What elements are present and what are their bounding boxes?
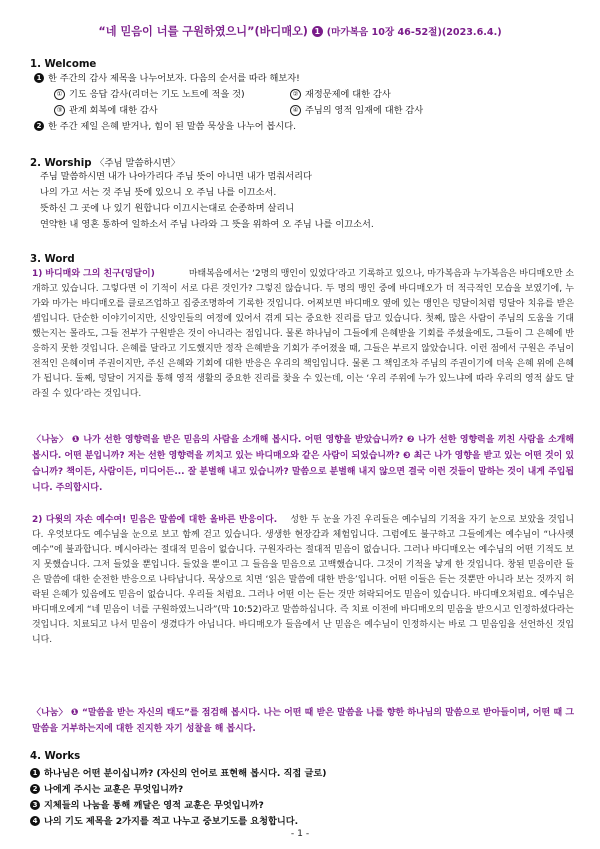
works-item: 4 나의 기도 제목을 2가지를 적고 나누고 중보기도를 요청합니다.	[30, 813, 298, 827]
welcome-intro-marker: 1	[34, 73, 44, 83]
sharing-note-1: 〈나눔〉 ❶ 나가 선한 영향력을 받은 믿음의 사람을 소개해 봅시다. 어떤 영향을 받았습니까? ❷ 나가 선한 영향력을 끼친 사람을 소개해 봅시다. 어떤 분입니까? 저는 선한 영향력을 끼치고 있는 바디매오와 같은 사람이 되었습니까? ❸ 최근 나가 영향을 받고 있는 어떤 것이 있습니까? 책이든, 사람이든, 미디어든... 잘 분별해 내고 있습니까? 말씀으로 분별해 내지 않으면 결국 이런 것들이 말하는 것이 내게 주입됩니다. 주의합시다.	[32, 435, 574, 493]
point1-title: 1) 바디매와 그의 친구(덩달이)	[32, 269, 155, 279]
lyric-line: 주님 말씀하시면 내가 나아가리다 주님 뜻이 아니면 내가 멈춰서리다	[40, 171, 312, 182]
lyric-line: 연약한 내 영혼 통하여 일하소서 주님 나라와 그 뜻을 위하여 오 주님 나를 이끄소서.	[40, 219, 374, 230]
point1-body: 마태복음에서는 ‘2명의 맹인이 있었다’라고 기록하고 있으나, 마가복음과 누가복음은 바디매오만 소개하고 있습니다. 그렇다면 이 기적이 서로 다른 것인가? 그렇진 않습니다. 두 명의 맹인 중에 바디매오가 더 적극적인 모습을 보였기에, 누가와 마가는 바디매오를 클로즈업하고 집중조명하여 기록한 것입니다. 어찌보면 바디매오 옆에 있는 맹인은 덩달이처럼 덩달아 치유를 받은 셈입니다. 단순한 이야기이지만, 신앙인들의 여정에 있어서 겪게 되는 중요한 진리를 담고 있습니다. 첫째, 많은 사람이 주님의 도움을 기대했는지는 몰라도, 그들 전부가 구원받은 것이 아니라는 점입니다. 물론 하나님이 그들에게 은혜받을 기회를 주셨을에도, 그들이 그 은혜에 반응하지 못한 것입니다. 은혜를 달라고 기도했지만 정작 은혜받을 기회가 주어졌을 때, 그들은 부르지 않았습니다. 이런 점에서 구원은 주님이 전적인 은혜이며 주권이지만, 주신 은혜와 기회에 대한 반응은 우리의 책임입니다. 물론 그 책임조차 주님의 주권이기에 더욱 은혜 위에 은혜가 됩니다. 둘째, 덩달이 거지를 통해 영적 생활의 중요한 진리를 찾을 수 있는데, 이는 ‘우리 주위에 누가 있느냐에 따라 우리의 영적 삶도 달라질 수 있다’라는 것입니다.	[32, 269, 575, 399]
title-number-badge: 1	[312, 26, 323, 37]
works-heading: 4. Works	[30, 751, 81, 762]
word-point1	[32, 267, 574, 402]
page-number: - 1 -	[290, 828, 310, 839]
word-heading: 3. Word	[30, 254, 75, 265]
title-reference: (마가복음 10장 46-52절)(2023.6.4.)	[326, 27, 502, 38]
welcome-heading: 1. Welcome	[30, 59, 97, 70]
lyric-line: 나의 가고 서는 것 주님 뜻에 있으니 오 주님 나를 이끄소서.	[40, 187, 277, 198]
welcome-closing-marker: 2	[34, 121, 44, 131]
sharing-note-2: 〈나눔〉 ❶ “말씀을 받는 자신의 태도”를 점검해 봅시다. 나는 어떤 때 받은 말씀을 나를 향한 하나님의 말씀으로 받아들이며, 어떤 때 그 말씀을 거부하는지에 대한 진지한 자기 성찰을 해 봅시다.	[32, 708, 574, 734]
welcome-closing: 2 한 주간 제일 은혜 받거나, 힘이 된 말씀 묵상을 나누어 봅시다.	[34, 120, 296, 133]
word-point2	[32, 513, 574, 648]
worship-song-title: 〈주님 말씀하시면〉	[95, 158, 181, 169]
point2-title: 2) 다윗의 자손 예수여! 믿음은 말씀에 대한 올바른 반응이다.	[32, 515, 278, 525]
welcome-item: ② 재정문제에 대한 감사	[290, 88, 391, 101]
works-item: 1 하나님은 어떤 분이십니까? (자신의 언어로 표현해 봅시다. 직접 글로)	[30, 765, 326, 779]
title-quote: “네 믿음이 너를 구원하였으니”	[98, 25, 255, 38]
welcome-item: ① 기도 응답 감사(리더는 기도 노트에 적을 것)	[54, 88, 245, 101]
document-title	[0, 23, 600, 39]
works-item: 2 나에게 주시는 교훈은 무엇입니까?	[30, 781, 183, 795]
lyric-line: 뜻하신 그 곳에 나 있기 원합니다 이끄시는대로 순종하며 살리니	[40, 203, 295, 214]
welcome-intro: 1 한 주간의 감사 제목을 나누어보자. 다음의 순서를 따라 해보자!	[34, 72, 300, 85]
welcome-item: ③ 관계 회복에 대한 감사	[54, 104, 158, 117]
title-series: (바디매오)	[254, 25, 308, 38]
point2-body: 성한 두 눈을 가진 우리들은 예수님의 기적을 자기 눈으로 보았을 것입니다. 우엇보다도 예수님을 눈으로 보고 함께 걷고 있습니다. 생생한 현장감과 체험입니다. 그럼에도 불구하고 그들에게는 예수님이 “나사렛 예수”에 불과합니다. 메시아라는 절대적 믿음이 없습니다. 구원자라는 절대적 믿음이 없습니다. 그러나 바디매오는 예수님의 어떤 기적도 보지 못했습니다. 그저 들었을 뿐입니다. 들었을 뿐이고 그 들음을 믿음으로 고백했습니다. 그것이 기적을 낳게 한 것입니다. 창된 믿음이란 들은 말씀에 대한 순전한 반응으로 나타납니다. 묵상으로 치면 ‘읽은 말씀에 대한 반응’입니다. 어떤 이들은 듣는 것뿐만 아니라 보는 것까지 허락된 은혜가 있음에도 믿음이 없습니다. 우리들 처럼요. 그러나 어떤 이는 듣는 것만 허락되어도 믿음이 있습니다. 바디매오처럼요. 예수님은 바디매오에게 “네 믿음이 너를 구원하였느니라”(막 10:52)라고 말씀하십니다. 즉 치료 이전에 바디매오의 믿음을 받으시고 인정하셨다라는 것입니다. 치료되고 나서 믿음이 생겼다가 아닙니다. 바디매오가 들음에서 난 믿음은 예수님이 인정하시는 바로 그 믿음임을 선언하신 것입니다.	[32, 515, 574, 645]
works-item: 3 지체들의 나눔을 통해 깨달은 영적 교훈은 무엇입니까?	[30, 797, 264, 811]
worship-heading: 2. Worship 〈주님 말씀하시면〉	[30, 158, 181, 169]
welcome-item: ④ 주님의 영적 임재에 대한 감사	[290, 104, 423, 117]
